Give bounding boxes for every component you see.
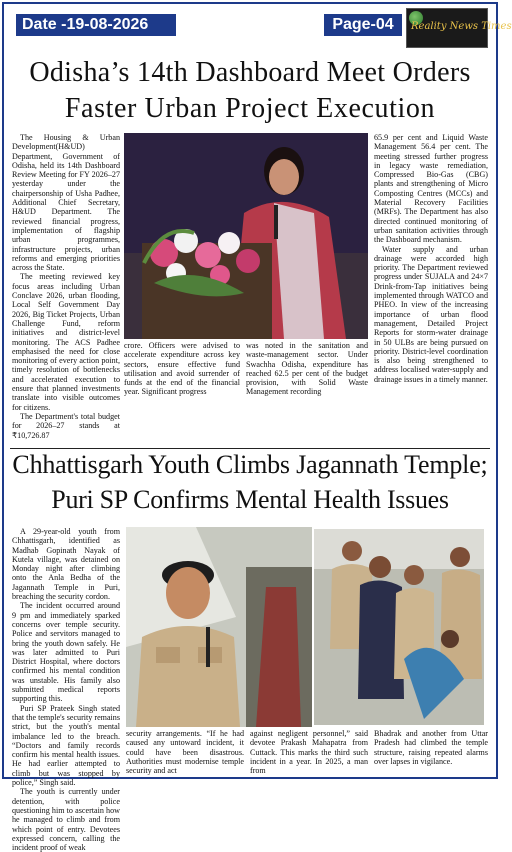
story1-column-1	[12, 133, 120, 445]
story2-headline-line2: Puri SP Confirms Mental Health Issues	[51, 485, 449, 514]
paragraph: Bhadrak and another from Uttar Pradesh had climbed the temple structure, raising repeated alarms over lapses in vigilance.	[374, 729, 488, 766]
paragraph: Water supply and urban drainage were accorded high priority. The Department reviewed progress under SUJALA and 24×7 Drink-from-Tap initiatives being implemented through WATCO and PHEO. In view of the increasing importance of urban flood management, Detailed Project Reports for storm-water drainage in 50 ULBs are being pursued on priority. District-level coordination is also being strengthened to address localised water-supply and drainage issues in a timely manner.	[374, 244, 488, 384]
paragraph: crore. Officers were advised to accelerate expenditure across key sectors, ensure effective fund utilisation and avoid surrender of funds at the end of the financial year. Significant progress	[124, 341, 240, 397]
paragraph: was noted in the sanitation and waste-management sector. Under Swachha Odisha, expenditure has reached 62.5 per cent of the budget provision, with Solid Waste Management recording	[246, 341, 368, 397]
story1-column-4	[374, 133, 488, 445]
paragraph: A 29-year-old youth from Chhattisgarh, identified as Madhab Gopinath Nayak of Kutela village, was detained on Monday night after climbing onto the Anla Bedha of the Jagannath Temple in Puri, breaching the security cordon.	[12, 527, 120, 602]
section-divider	[10, 448, 490, 449]
story1-column-2	[124, 341, 240, 445]
youth-rescue-photo	[312, 527, 486, 727]
story2-column-3	[250, 729, 368, 777]
police-officer-photo	[126, 527, 322, 727]
story1-headline-line2: Faster Urban Project Execution	[64, 93, 436, 124]
photo-illustration	[124, 133, 368, 339]
paragraph: security arrangements. “If he had caused any untoward incident, it could have been disastrous. Authorities must modernise temple security and act	[126, 729, 244, 776]
paragraph: Puri SP Prateek Singh stated that the temple's security remains strict, but the youth's mental imbalance led to the breach. “Doctors and family records confirm his mental health issues. He had earlier attempted to climb but was stopped by police,” Singh said.	[12, 703, 120, 788]
paragraph: The incident occurred around 9 pm and immediately sparked concerns over temple security. Police and servitors managed to bring the youth down safely. He was later admitted to Puri District Hospital, where doctors confirmed his mental condition was unstable. His family also submitted medical reports supporting this.	[12, 601, 120, 704]
story2-column-1	[12, 527, 120, 852]
story1-headline-line1: Odisha’s 14th Dashboard Meet Orders	[29, 57, 471, 88]
paragraph: The youth is currently under detention, with police questioning him to ascertain how he managed to climb and from which point of entry. Devotees expressed concern, calling the incident proof of weak	[12, 787, 120, 852]
official-speaking-photo	[124, 133, 368, 339]
story2-column-4	[374, 729, 488, 777]
paragraph: against negligent personnel,” said devotee Prakash Mahapatra from Cuttack. This marks the third such incident in a year. In 2025, a man from	[250, 729, 368, 776]
story1-column-3	[246, 341, 368, 445]
paragraph: The Housing & Urban Development(H&UD) Department, Government of Odisha, held its 14th Dashboard Review Meeting for FY 2026–27 yesterday under the chairpersonship of Usha Padhee, Additional Chief Secretary, H&UD Department. The reviewed financial progress, implementation of flagship urban programmes, infrastructure projects, urban reforms and emerging priorities across the State.	[12, 133, 120, 273]
paragraph: The meeting reviewed key focus areas including Urban Conclave 2026, urban flooding, Local Self Government Day 2026, Big Ticket Projects, Urban Challenge Fund, reform initiatives and district-level monitoring. The ACS Padhee emphasised the need for close monitoring of every action point, timely resolution of bottlenecks and accelerated execution to ensure that planned investments translate into visible outcomes for citizens.	[12, 272, 120, 412]
story2-headline-line1: Chhattisgarh Youth Climbs Jagannath Temple;	[12, 450, 488, 479]
masthead	[6, 6, 512, 52]
page-number: Page-04	[324, 14, 402, 36]
issue-date: Date -19-08-2026	[16, 14, 176, 36]
paragraph: 65.9 per cent and Liquid Waste Management 56.4 per cent. The meeting stressed further progress in legacy waste remediation, Compressed Bio-Gas (CBG) plants and strengthening of Micro Composting Centres (MCCs) and Material Recovery Facilities (MRFs). The Department has also directed continued monitoring of urban sanitation activities through the Dashboard mechanism.	[374, 133, 488, 245]
photo-illustration	[126, 527, 322, 727]
paragraph: The Department's total budget for 2026–27 stands at ₹10,726.87	[12, 411, 120, 440]
logo-text: Reality News Times	[411, 21, 512, 32]
newspaper-logo	[406, 8, 512, 48]
photo-illustration	[314, 529, 484, 725]
story2-column-2	[126, 729, 244, 777]
